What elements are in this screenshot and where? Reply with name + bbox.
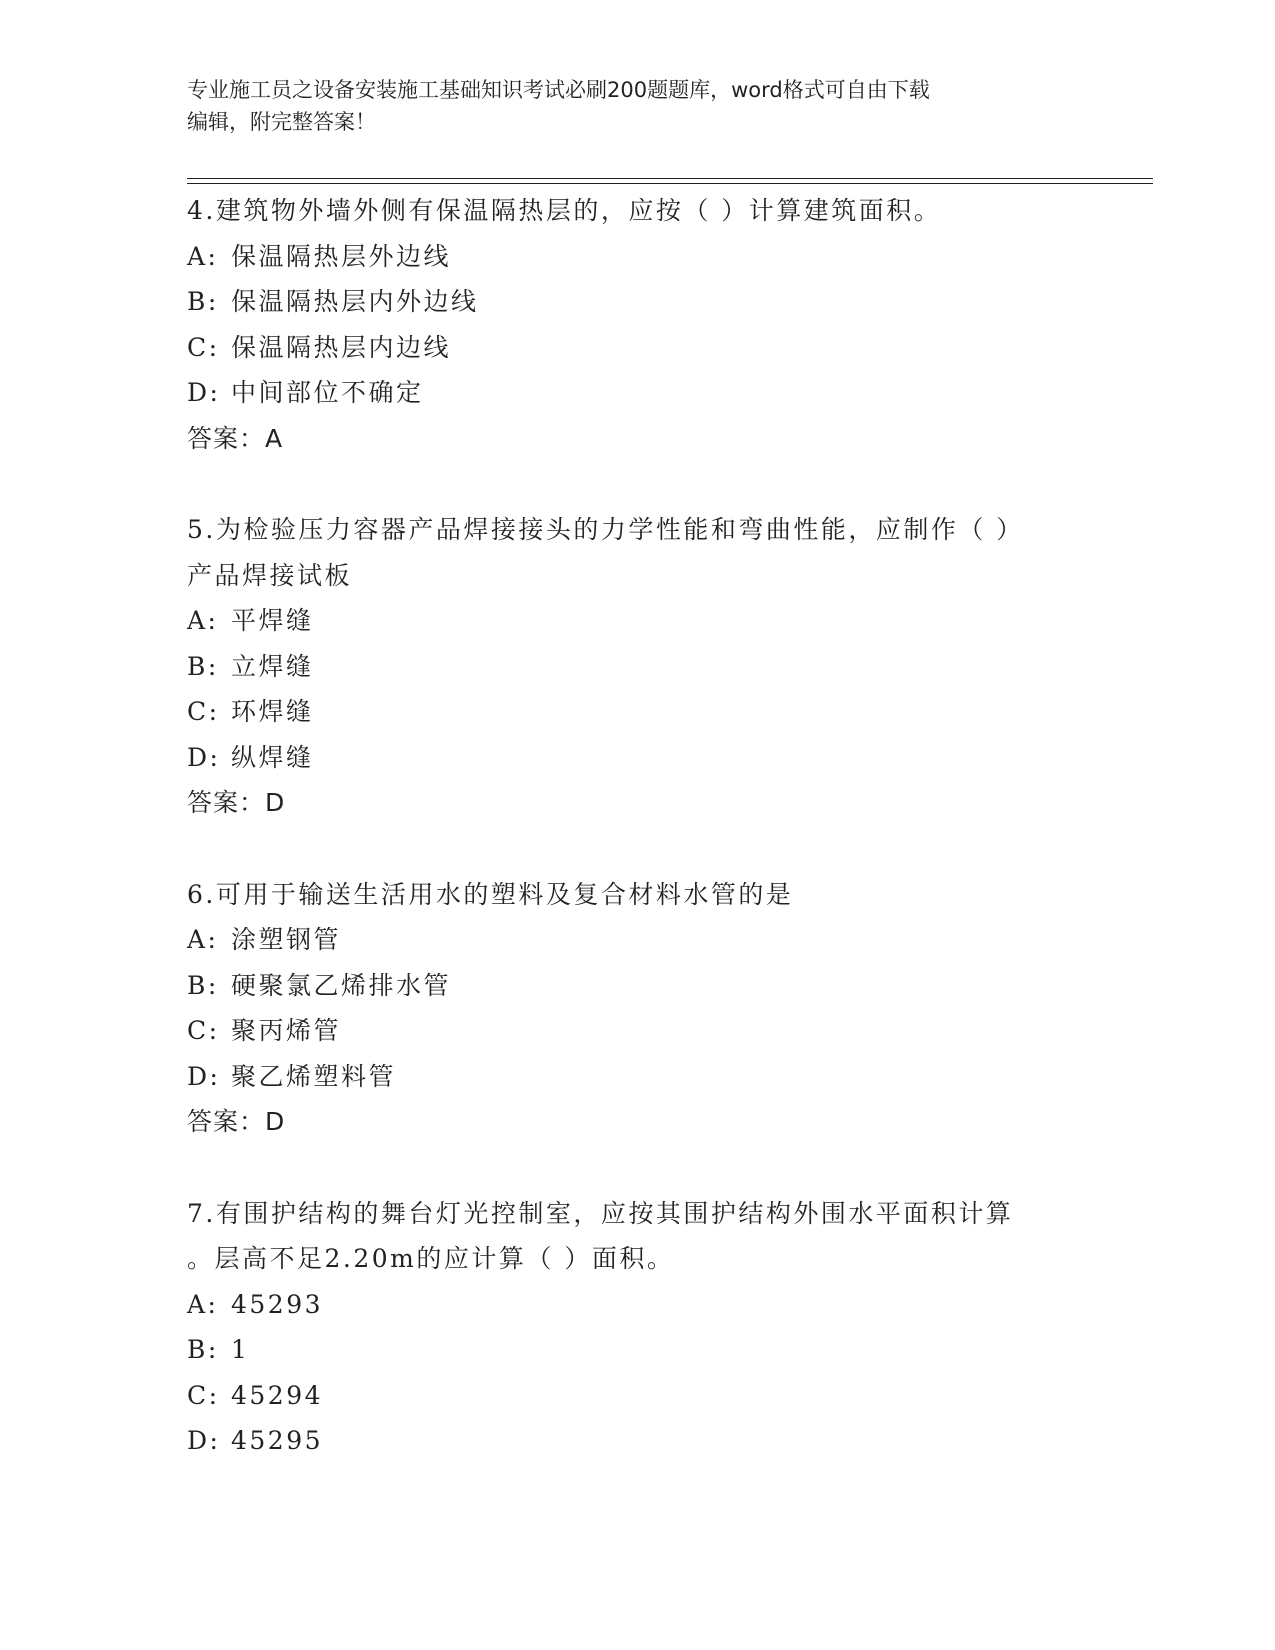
- option-letter: D:: [187, 378, 221, 407]
- option-text: 平焊缝: [231, 606, 314, 635]
- option-letter: A:: [187, 1289, 219, 1319]
- option-a: [187, 917, 1087, 963]
- option-letter: A:: [187, 241, 219, 271]
- question-stem: [187, 1191, 1087, 1282]
- option-d: [187, 735, 1087, 781]
- option-letter: A:: [187, 925, 219, 954]
- option-a: [187, 234, 1087, 280]
- question-stem: [187, 872, 1087, 918]
- question-gap: [187, 461, 1087, 507]
- option-text: 保温隔热层内边线: [231, 332, 452, 362]
- question-stem-line: 6.可用于输送生活用水的塑料及复合材料水管的是: [187, 879, 794, 909]
- answer-line: 答案：A: [187, 423, 284, 453]
- option-letter: C:: [187, 1016, 220, 1045]
- question-stem-line: 产品焊接试板: [187, 560, 353, 590]
- question-6: [187, 872, 1087, 1145]
- option-d: [187, 1418, 1087, 1464]
- option-letter: C:: [187, 332, 220, 362]
- answer-line: 答案：D: [187, 788, 286, 817]
- option-d: [187, 370, 1087, 416]
- question-7: [187, 1191, 1087, 1464]
- option-text: 立焊缝: [231, 651, 314, 681]
- question-stem-line: 。层高不足2.20m的应计算（ ）面积。: [187, 1244, 675, 1273]
- question-stem-line: 5.为检验压力容器产品焊接接头的力学性能和弯曲性能，应制作（ ）: [187, 515, 1024, 544]
- option-letter: B:: [187, 651, 219, 681]
- option-c: [187, 325, 1087, 371]
- option-b: [187, 1327, 1087, 1373]
- option-c: [187, 1373, 1087, 1419]
- question-stem-line: 7.有围护结构的舞台灯光控制室，应按其围护结构外围水平面积计算: [187, 1198, 1014, 1228]
- option-a: [187, 1282, 1087, 1328]
- question-gap: [187, 826, 1087, 872]
- option-letter: B:: [187, 970, 219, 1000]
- option-text: 中间部位不确定: [231, 378, 424, 407]
- header-divider-bottom: [187, 183, 1153, 184]
- option-letter: D:: [187, 1061, 221, 1091]
- option-text: 纵焊缝: [231, 742, 314, 772]
- option-text: 45295: [231, 1426, 324, 1455]
- option-text: 硬聚氯乙烯排水管: [231, 970, 452, 1000]
- option-b: [187, 644, 1087, 690]
- option-text: 保温隔热层外边线: [231, 241, 452, 271]
- option-a: [187, 598, 1087, 644]
- option-letter: B:: [187, 1335, 219, 1364]
- question-stem: [187, 507, 1087, 598]
- option-letter: D:: [187, 742, 221, 772]
- option-text: 1: [231, 1335, 250, 1364]
- option-letter: C:: [187, 697, 220, 726]
- question-gap: [187, 1145, 1087, 1191]
- answer-line: 答案：D: [187, 1107, 286, 1136]
- header-divider-top: [187, 178, 1153, 179]
- header-line-1: 专业施工员之设备安装施工基础知识考试必刷200题题库，word格式可自由下载: [187, 78, 930, 102]
- header-line-2: 编辑，附完整答案！: [187, 110, 376, 134]
- document-header: [187, 74, 1087, 138]
- question-4: [187, 188, 1087, 461]
- option-d: [187, 1054, 1087, 1100]
- question-stem: [187, 188, 1087, 234]
- option-text: 涂塑钢管: [231, 925, 342, 954]
- option-text: 45293: [231, 1289, 324, 1319]
- option-letter: A:: [187, 606, 219, 635]
- question-5: [187, 507, 1087, 826]
- option-text: 保温隔热层内外边线: [231, 287, 479, 316]
- option-letter: D:: [187, 1426, 221, 1455]
- option-text: 45294: [231, 1380, 324, 1410]
- option-text: 环焊缝: [231, 697, 314, 726]
- option-b: [187, 963, 1087, 1009]
- option-text: 聚乙烯塑料管: [231, 1061, 397, 1091]
- option-text: 聚丙烯管: [231, 1016, 342, 1045]
- question-stem-line: 4.建筑物外墙外侧有保温隔热层的，应按（ ）计算建筑面积。: [187, 196, 942, 225]
- option-letter: C:: [187, 1380, 220, 1410]
- question-list: [187, 188, 1087, 1464]
- option-c: [187, 1008, 1087, 1054]
- option-b: [187, 279, 1087, 325]
- option-c: [187, 689, 1087, 735]
- option-letter: B:: [187, 287, 219, 316]
